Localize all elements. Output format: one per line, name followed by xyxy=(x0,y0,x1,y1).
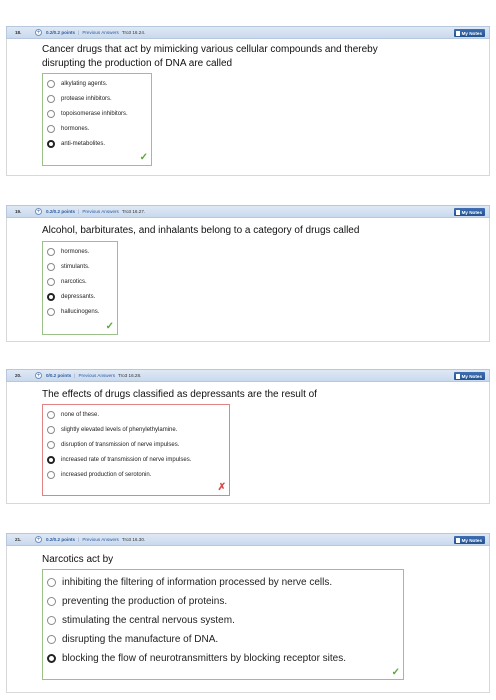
points-score: 0.2/0.2 points xyxy=(46,537,76,542)
expand-plus-icon[interactable]: + xyxy=(36,536,41,543)
question-20 xyxy=(6,369,490,504)
note-icon xyxy=(456,210,460,215)
separator: | xyxy=(78,30,80,35)
radio-button[interactable] xyxy=(47,471,55,479)
answer-option[interactable]: topoisomerase inhibitors. xyxy=(43,107,128,121)
answer-option[interactable]: hormones. xyxy=(43,245,89,259)
radio-button[interactable] xyxy=(47,616,56,625)
radio-button[interactable] xyxy=(47,635,56,644)
separator: | xyxy=(78,209,80,214)
radio-button[interactable] xyxy=(47,308,55,316)
question-number: 18. xyxy=(15,30,22,35)
question-reference: Tro3 16.28. xyxy=(118,373,142,378)
note-icon xyxy=(456,538,460,543)
my-notes-button[interactable] xyxy=(454,29,485,37)
question-text xyxy=(42,224,359,238)
answer-option[interactable]: none of these. xyxy=(43,408,99,422)
question-text-line: Cancer drugs that act by mimicking various cellular compounds and thereby xyxy=(42,44,378,55)
expand-plus-icon[interactable]: + xyxy=(36,208,41,215)
question-header xyxy=(6,369,490,382)
answer-option[interactable]: preventing the production of proteins. xyxy=(43,592,227,610)
radio-button[interactable] xyxy=(47,248,55,256)
radio-button[interactable] xyxy=(47,578,56,587)
answer-box xyxy=(42,241,118,335)
points-score: 0.2/0.2 points xyxy=(46,209,76,214)
radio-button[interactable] xyxy=(47,597,56,606)
answer-option[interactable]: protease inhibitors. xyxy=(43,92,112,106)
my-notes-label: My Notes xyxy=(461,537,482,543)
points-score: 0/0.2 points xyxy=(46,373,72,378)
question-text-line: Narcotics act by xyxy=(42,554,114,565)
previous-answers-link[interactable]: Previous Answers xyxy=(78,373,115,378)
previous-answers-link[interactable]: Previous Answers xyxy=(82,537,119,542)
question-text xyxy=(42,553,113,567)
question-number: 21. xyxy=(15,537,22,542)
answer-option[interactable]: narcotics. xyxy=(43,275,87,289)
radio-button[interactable] xyxy=(47,278,55,286)
question-header xyxy=(6,205,490,218)
previous-answers-link[interactable]: Previous Answers xyxy=(82,209,119,214)
question-reference: Tro3 16.27. xyxy=(121,209,146,214)
separator: | xyxy=(74,373,76,378)
answer-option-selected[interactable]: anti-metabolites. xyxy=(43,137,105,151)
my-notes-button[interactable] xyxy=(454,372,485,380)
separator: | xyxy=(78,537,80,542)
answer-option[interactable]: slightly elevated levels of phenylethylamine. xyxy=(43,423,177,437)
my-notes-button[interactable] xyxy=(454,208,485,216)
answer-option[interactable]: stimulating the central nervous system. xyxy=(43,611,235,629)
answer-option[interactable]: alkylating agents. xyxy=(43,77,107,91)
expand-plus-icon[interactable]: + xyxy=(36,29,41,36)
expand-plus-icon[interactable]: + xyxy=(36,372,41,379)
note-icon xyxy=(456,31,460,36)
question-text-line: The effects of drugs classified as depressants are the result of xyxy=(42,389,317,400)
question-header xyxy=(6,26,490,39)
my-notes-button[interactable] xyxy=(454,536,485,544)
radio-button-selected[interactable] xyxy=(47,293,55,301)
note-icon xyxy=(456,374,460,379)
question-21 xyxy=(6,533,490,693)
answer-option[interactable]: disruption of transmission of nerve impulses. xyxy=(43,438,179,452)
answer-option[interactable]: disrupting the manufacture of DNA. xyxy=(43,630,218,648)
answer-box xyxy=(42,569,404,680)
question-text xyxy=(42,43,378,70)
answer-box xyxy=(42,73,152,166)
my-notes-label: My Notes xyxy=(461,373,482,379)
correct-check-icon: ✓ xyxy=(139,152,148,163)
question-header xyxy=(6,533,490,546)
answer-option[interactable]: hormones. xyxy=(43,122,89,136)
correct-check-icon: ✓ xyxy=(105,321,114,332)
my-notes-label: My Notes xyxy=(461,209,482,215)
answer-option-selected[interactable]: increased rate of transmission of nerve impulses. xyxy=(43,453,191,467)
radio-button[interactable] xyxy=(47,441,55,449)
radio-button[interactable] xyxy=(47,125,55,133)
question-18 xyxy=(6,26,490,176)
correct-check-icon: ✓ xyxy=(391,667,400,678)
radio-button-selected[interactable] xyxy=(47,456,55,464)
radio-button-selected[interactable] xyxy=(47,654,56,663)
answer-box xyxy=(42,404,230,496)
answer-option-selected[interactable]: depressants. xyxy=(43,290,95,304)
radio-button[interactable] xyxy=(47,411,55,419)
question-text-line: Alcohol, barbiturates, and inhalants belong to a category of drugs called xyxy=(42,225,360,236)
question-text-line: disrupting the production of DNA are called xyxy=(42,57,233,69)
question-reference: Tro3 16.24. xyxy=(121,30,146,35)
question-reference: Tro3 16.30. xyxy=(121,537,146,542)
radio-button[interactable] xyxy=(47,110,55,118)
radio-button-selected[interactable] xyxy=(47,140,55,148)
question-text xyxy=(42,388,317,402)
radio-button[interactable] xyxy=(47,263,55,271)
points-score: 0.2/0.2 points xyxy=(46,30,76,35)
question-number: 20. xyxy=(15,373,22,378)
radio-button[interactable] xyxy=(47,80,55,88)
previous-answers-link[interactable]: Previous Answers xyxy=(82,30,119,35)
answer-option[interactable]: increased production of serotonin. xyxy=(43,468,151,482)
radio-button[interactable] xyxy=(47,95,55,103)
answer-option[interactable]: stimulants. xyxy=(43,260,90,274)
question-number: 19. xyxy=(15,209,22,214)
answer-option-selected[interactable]: blocking the flow of neurotransmitters by blocking receptor sites. xyxy=(43,649,346,667)
question-19 xyxy=(6,205,490,342)
answer-option[interactable]: hallucinogens. xyxy=(43,305,99,319)
incorrect-x-icon: ✗ xyxy=(217,482,226,493)
radio-button[interactable] xyxy=(47,426,55,434)
my-notes-label: My Notes xyxy=(461,30,482,36)
answer-option[interactable]: inhibiting the filtering of information processed by nerve cells. xyxy=(43,573,332,591)
